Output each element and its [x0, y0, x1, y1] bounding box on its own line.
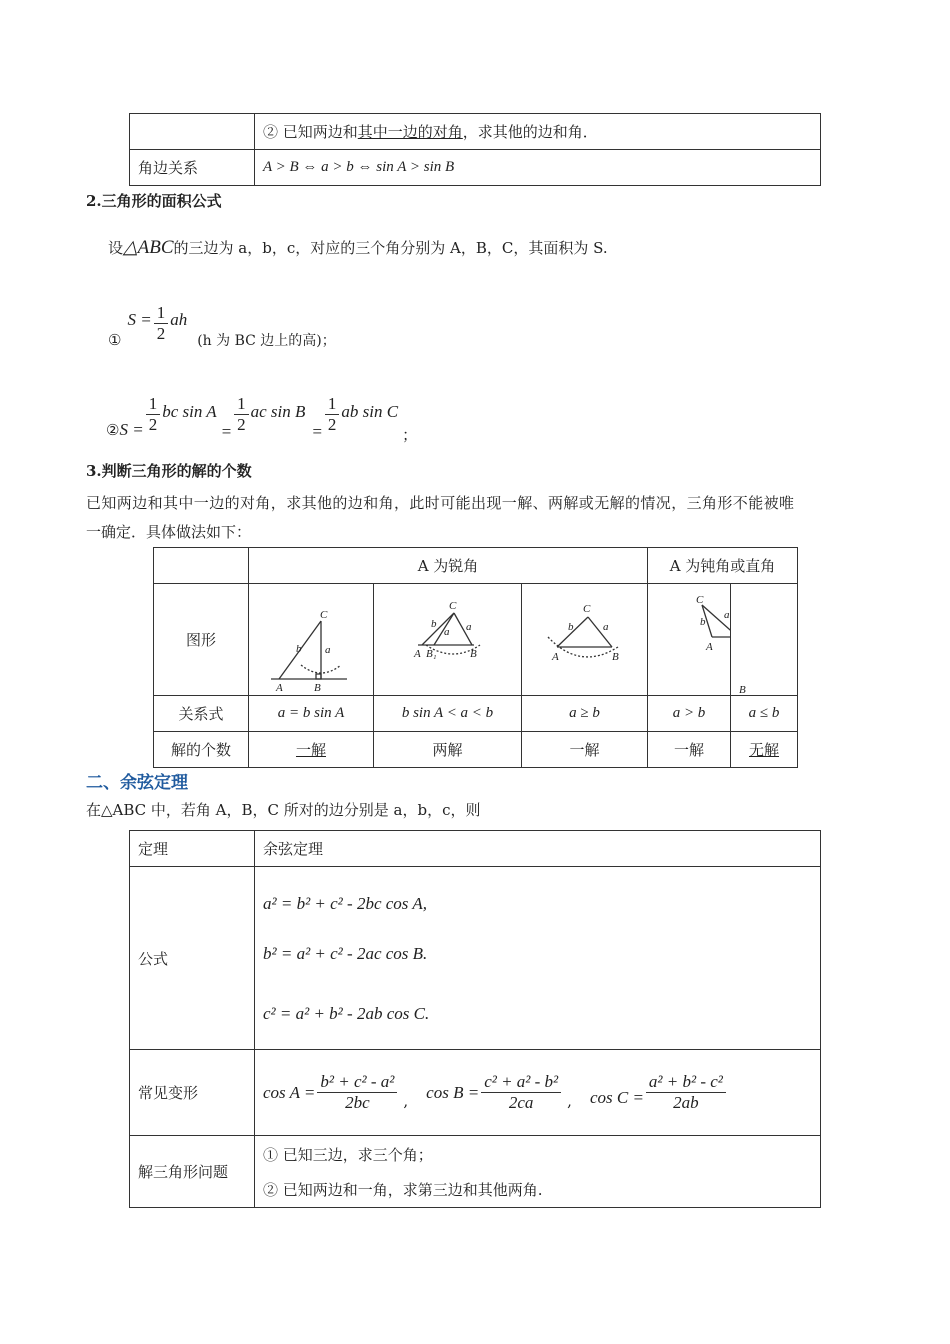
top-table — [129, 113, 821, 186]
figure-4 — [648, 584, 731, 696]
solution-count-table — [153, 547, 798, 768]
section2-heading: 2.三角形的面积公式 — [86, 192, 222, 210]
figure-2 — [374, 584, 522, 696]
solve-item-2: ② 已知两边和一角，求第三边和其他两角. — [263, 1180, 543, 1199]
svg-text:A: A — [276, 681, 283, 694]
relation-5: a ≤ b — [731, 696, 798, 732]
theorem-label: 定理 — [130, 831, 255, 867]
variant-cell: cos A = $\frac{\text{b² + c² - a²}}{2bc}$ , cos B = $\frac{\text{c² + a² - b²}}{2ca}$ , cos C = $\frac{\text{a² + b² - c²}}{2ab}$ — [255, 1050, 821, 1136]
svg-text:A: A — [414, 647, 421, 660]
figure-1 — [249, 584, 374, 696]
fraction-half: $\frac{1}{2}$ — [154, 303, 169, 344]
svg-text:a: a — [325, 643, 331, 656]
svg-text:A: A — [706, 640, 713, 653]
solve-item-1: ① 已知三边，求三个角； — [263, 1145, 433, 1164]
area-formula-1: ① S = $\frac{1}{2}$ ah (h 为 BC 边上的高)； — [108, 302, 336, 349]
svg-text:b: b — [431, 617, 437, 630]
figure-5 — [731, 584, 798, 696]
figure-obtuse — [648, 585, 730, 695]
svg-text:B: B — [470, 647, 477, 660]
svg-text:C: C — [696, 593, 704, 606]
header-acute: A 为锐角 — [249, 548, 648, 584]
svg-text:C: C — [320, 608, 328, 621]
top-table-empty-cell — [130, 114, 255, 150]
header-empty — [154, 548, 249, 584]
header-obtuse: A 为钝角或直角 — [648, 548, 798, 584]
cosine-table — [129, 830, 821, 1208]
figure-3 — [522, 584, 648, 696]
section3-heading: 3.判断三角形的解的个数 — [86, 462, 252, 480]
svg-text:B: B — [612, 650, 619, 663]
svg-text:B: B — [739, 683, 746, 695]
svg-text:b: b — [700, 615, 706, 628]
cosine-formula-a: a² = b² + c² - 2bc cos A, — [263, 894, 427, 913]
count-4: 一解 — [648, 732, 731, 768]
count-2: 两解 — [374, 732, 522, 768]
relation-1: a = b sin A — [249, 696, 374, 732]
top-table-row1-text: ② 已知两边和其中一边的对角，求其他的边和角． — [255, 114, 821, 150]
formula-cell — [255, 867, 821, 1050]
svg-text:b: b — [568, 620, 574, 633]
svg-text:a: a — [724, 608, 730, 621]
svg-text:b: b — [296, 642, 302, 655]
row-label-figure: 图形 — [154, 584, 249, 696]
angle-side-formula: A > B ⇔ a > b ⇔ sin A > sin B — [255, 150, 821, 186]
solve-label: 解三角形问题 — [130, 1136, 255, 1208]
count-3: 一解 — [522, 732, 648, 768]
figure-right-triangle — [249, 585, 373, 695]
figure-two-solutions — [374, 585, 521, 695]
svg-text:C: C — [583, 602, 591, 615]
section3-para-line2: 一确定．具体做法如下： — [86, 523, 252, 541]
cosine-formula-b: b² = a² + c² - 2ac cos B. — [263, 944, 428, 963]
svg-text:a: a — [603, 620, 609, 633]
angle-side-label: 角边关系 — [130, 150, 255, 186]
svg-text:B₁: B₁ — [426, 647, 437, 660]
cosine-heading: 二、余弦定理 — [86, 773, 188, 793]
cosC-fraction: $\frac{\text{a² + b² - c²}}{2ab}$ — [646, 1072, 726, 1113]
svg-text:C: C — [449, 599, 457, 612]
relation-2: b sin A < a < b — [374, 696, 522, 732]
figure-one-solution — [522, 585, 647, 695]
cosine-formula-c: c² = a² + b² - 2ab cos C. — [263, 1004, 430, 1023]
svg-text:B: B — [314, 681, 321, 694]
svg-text:A: A — [552, 650, 559, 663]
svg-text:a: a — [444, 625, 450, 638]
row-label-count: 解的个数 — [154, 732, 249, 768]
section3-para-line1: 已知两边和其中一边的对角，求其他的边和角，此时可能出现一解、两解或无解的情况，三角形不能被唯 — [86, 494, 795, 512]
figure-no-solution — [731, 585, 797, 695]
relation-4: a > b — [648, 696, 731, 732]
relation-3: a ≥ b — [522, 696, 648, 732]
variant-label: 常见变形 — [130, 1050, 255, 1136]
cosine-intro: 在△ABC 中，若角 A，B，C 所对的边分别是 a，b，c，则 — [86, 801, 481, 819]
cosA-fraction: $\frac{\text{b² + c² - a²}}{2bc}$ — [317, 1072, 397, 1113]
row-label-relation: 关系式 — [154, 696, 249, 732]
solve-cell — [255, 1136, 821, 1208]
formula-label: 公式 — [130, 867, 255, 1050]
area-formula-2: ② S = $\frac{1}{2}$ bc sin A = $\frac{1}{2}$ ac sin B = $\frac{1}{2}$ ab sin C ； — [106, 394, 418, 444]
cosB-fraction: $\frac{\text{c² + a² - b²}}{2ca}$ — [481, 1072, 561, 1113]
count-5: 无解 — [731, 732, 798, 768]
svg-text:a: a — [466, 620, 472, 633]
section2-intro: 设△ABC的三边为 a，b，c，对应的三个角分别为 A，B，C，其面积为 S. — [108, 237, 608, 258]
count-1: 一解 — [249, 732, 374, 768]
theorem-value: 余弦定理 — [255, 831, 821, 867]
